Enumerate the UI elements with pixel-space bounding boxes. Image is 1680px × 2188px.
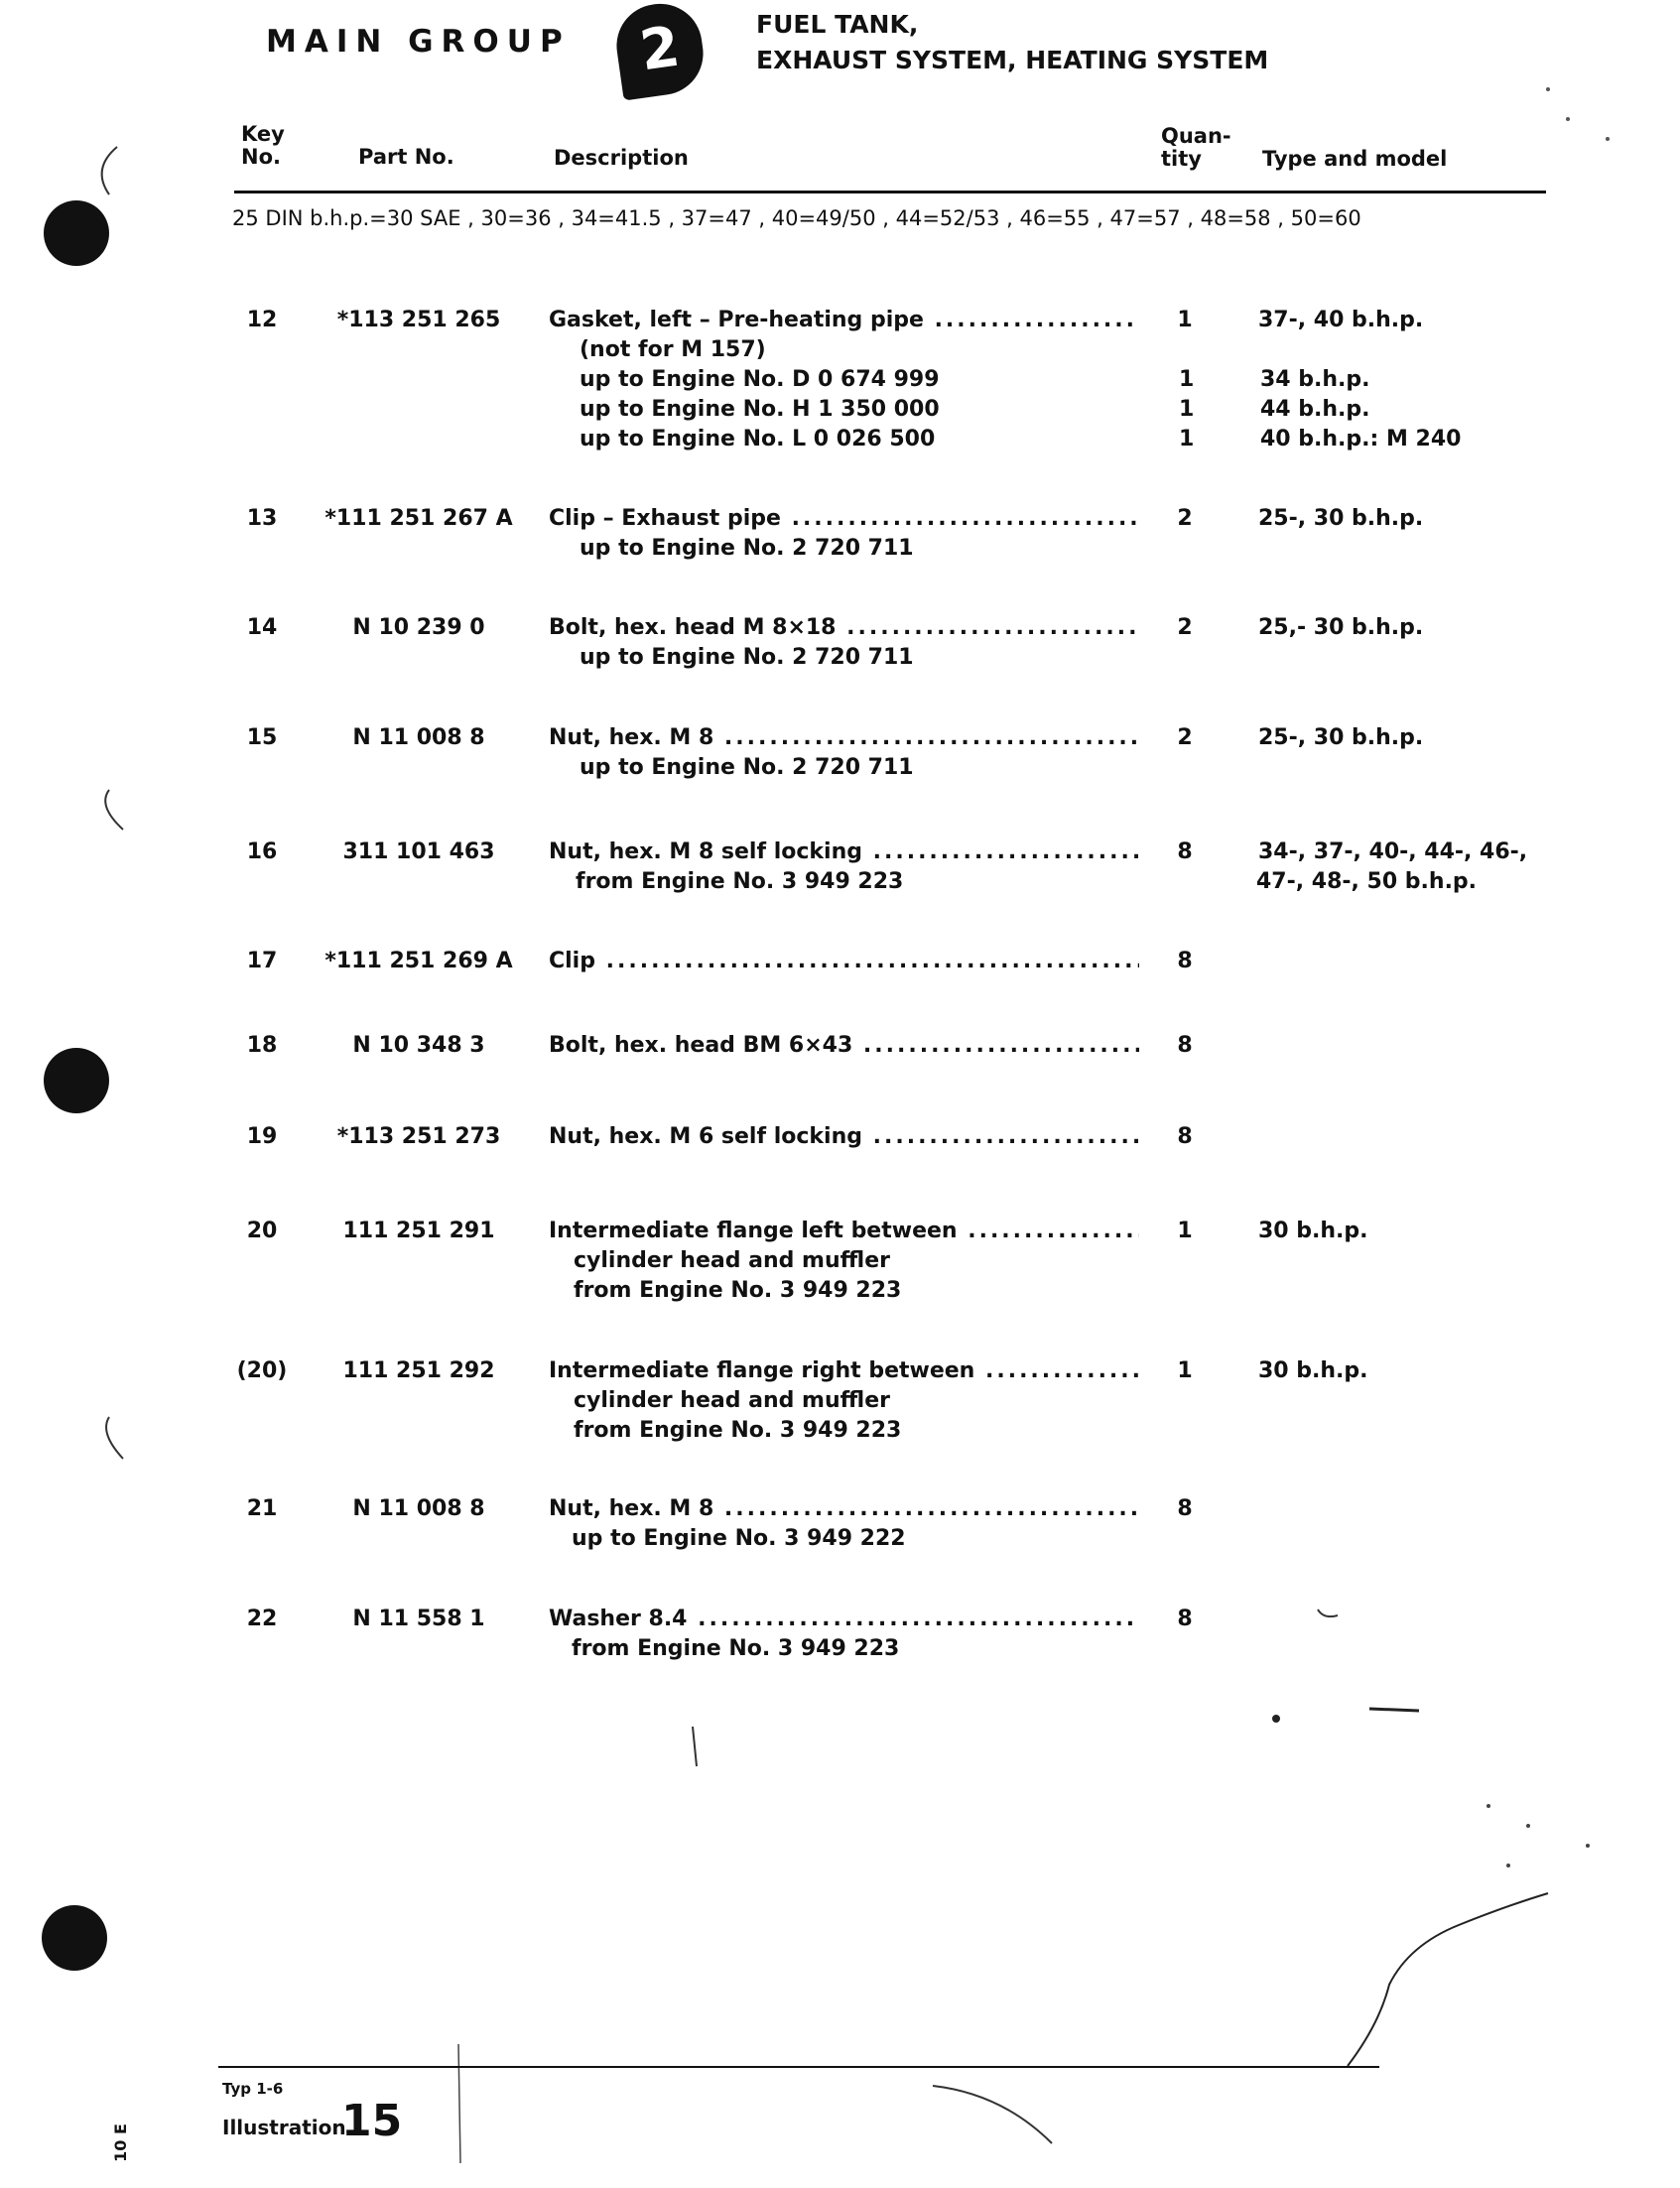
column-header-part-no: Part No. (358, 145, 454, 169)
row-12-subline-2: up to Engine No. D 0 674 999 (580, 367, 940, 392)
quantity-cell: 1 (1177, 1358, 1193, 1383)
row-20b-subline-2: from Engine No. 3 949 223 (574, 1418, 902, 1443)
column-header-quantity: Quan- tity (1161, 124, 1231, 171)
row-12-subline-1: (not for M 157) (580, 337, 766, 362)
row-20-subline-2: from Engine No. 3 949 223 (574, 1278, 902, 1303)
type-model-cell: 34-, 37-, 40-, 44-, 46-, (1258, 839, 1528, 864)
row-12-subline-4: up to Engine No. L 0 026 500 (580, 427, 936, 451)
description-cell: Nut, hex. M 8 ..... (549, 1494, 1139, 1524)
part-no-cell: 111 251 292 (342, 1358, 495, 1383)
description-cell: Nut, hex. M 8 self locking ..... (549, 837, 1139, 867)
quantity-cell: 2 (1177, 615, 1193, 640)
footer-typ: Typ 1-6 (222, 2080, 284, 2098)
main-group-heading: MAIN GROUP (266, 24, 571, 60)
description-cell: Bolt, hex. head BM 6×43 ..... (549, 1031, 1139, 1061)
key-cell: (20) (236, 1358, 288, 1383)
part-no-cell: N 11 558 1 (352, 1607, 485, 1631)
quantity-cell: 8 (1177, 1124, 1193, 1149)
description-cell: Clip ..... (549, 947, 1139, 976)
description-cell: Nut, hex. M 8 ..... (549, 723, 1139, 753)
quantity-cell: 2 (1177, 725, 1193, 750)
description-cell: Gasket, left – Pre-heating pipe ..... (549, 306, 1139, 335)
description-cell: Intermediate flange right between ..... (549, 1356, 1139, 1386)
type-model-cell: 25-, 30 b.h.p. (1258, 725, 1424, 750)
row-12-subline-2-qty: 1 (1179, 367, 1195, 392)
description-cell: Washer 8.4 ..... (549, 1605, 1139, 1634)
key-cell: 13 (246, 506, 278, 531)
key-cell: 22 (246, 1607, 278, 1631)
row-12-subline-3-qty: 1 (1179, 397, 1195, 422)
key-cell: 21 (246, 1496, 278, 1521)
row-12-subline-4-qty: 1 (1179, 427, 1195, 451)
row-12-subline-3-type: 44 b.h.p. (1260, 397, 1370, 422)
key-cell: 18 (246, 1033, 278, 1058)
row-20-subline-1: cylinder head and muffler (574, 1248, 890, 1273)
part-no-cell: 311 101 463 (342, 839, 495, 864)
section-title-line2: EXHAUST SYSTEM, HEATING SYSTEM (756, 46, 1269, 74)
quantity-cell: 8 (1177, 1033, 1193, 1058)
row-16-subline: from Engine No. 3 949 223 (576, 869, 904, 894)
quantity-cell: 8 (1177, 839, 1193, 864)
type-model-cell: 25,- 30 b.h.p. (1258, 615, 1424, 640)
key-cell: 12 (246, 308, 278, 332)
row-12-subline-3: up to Engine No. H 1 350 000 (580, 397, 940, 422)
row-15-subline: up to Engine No. 2 720 711 (580, 755, 914, 780)
part-no-cell: *111 251 267 A (324, 506, 513, 531)
row-12-subline-4-type: 40 b.h.p.: M 240 (1260, 427, 1462, 451)
key-cell: 19 (246, 1124, 278, 1149)
side-code: 10 E (110, 2124, 130, 2162)
part-no-cell: *113 251 273 (336, 1124, 501, 1149)
part-no-cell: N 10 348 3 (352, 1033, 485, 1058)
row-16-subline-type: 47-, 48-, 50 b.h.p. (1256, 869, 1478, 894)
illustration-number: 15 (341, 2096, 403, 2146)
description-cell: Clip – Exhaust pipe ..... (549, 504, 1139, 534)
row-13-subline: up to Engine No. 2 720 711 (580, 536, 914, 561)
row-22-subline: from Engine No. 3 949 223 (572, 1636, 900, 1661)
quantity-cell: 1 (1177, 1219, 1193, 1243)
row-12-subline-2-type: 34 b.h.p. (1260, 367, 1370, 392)
key-cell: 16 (246, 839, 278, 864)
key-cell: 14 (246, 615, 278, 640)
part-no-cell: N 11 008 8 (352, 725, 485, 750)
key-cell: 15 (246, 725, 278, 750)
key-cell: 20 (246, 1219, 278, 1243)
section-title-line1: FUEL TANK, (756, 10, 919, 39)
description-cell: Bolt, hex. head M 8×18 ..... (549, 613, 1139, 643)
quantity-cell: 8 (1177, 1496, 1193, 1521)
illustration-label: Illustration (222, 2116, 346, 2139)
quantity-cell: 1 (1177, 308, 1193, 332)
row-14-subline: up to Engine No. 2 720 711 (580, 645, 914, 670)
hp-conversion-note: 25 DIN b.h.p.=30 SAE , 30=36 , 34=41.5 , 37=47 , 40=49/50 , 44=52/53 , 46=55 , 47=57 , 48=58 , 50=60 (232, 206, 1361, 230)
type-model-cell: 30 b.h.p. (1258, 1358, 1368, 1383)
group-number-badge: 2 (611, 0, 709, 101)
row-20b-subline-1: cylinder head and muffler (574, 1388, 890, 1413)
column-header-description: Description (554, 146, 689, 170)
part-no-cell: *113 251 265 (336, 308, 501, 332)
part-no-cell: N 11 008 8 (352, 1496, 485, 1521)
part-no-cell: *111 251 269 A (324, 949, 513, 973)
description-cell: Nut, hex. M 6 self locking ..... (549, 1122, 1139, 1152)
type-model-cell: 30 b.h.p. (1258, 1219, 1368, 1243)
type-model-cell: 37-, 40 b.h.p. (1258, 308, 1424, 332)
key-cell: 17 (246, 949, 278, 973)
column-header-key-no: Key No. (241, 122, 285, 169)
part-no-cell: N 10 239 0 (352, 615, 485, 640)
column-header-type-model: Type and model (1262, 147, 1448, 171)
row-21-subline: up to Engine No. 3 949 222 (572, 1526, 906, 1551)
quantity-cell: 8 (1177, 1607, 1193, 1631)
type-model-cell: 25-, 30 b.h.p. (1258, 506, 1424, 531)
quantity-cell: 2 (1177, 506, 1193, 531)
quantity-cell: 8 (1177, 949, 1193, 973)
footer-rule (218, 2066, 1379, 2068)
description-cell: Intermediate flange left between ..... (549, 1217, 1139, 1246)
part-no-cell: 111 251 291 (342, 1219, 495, 1243)
